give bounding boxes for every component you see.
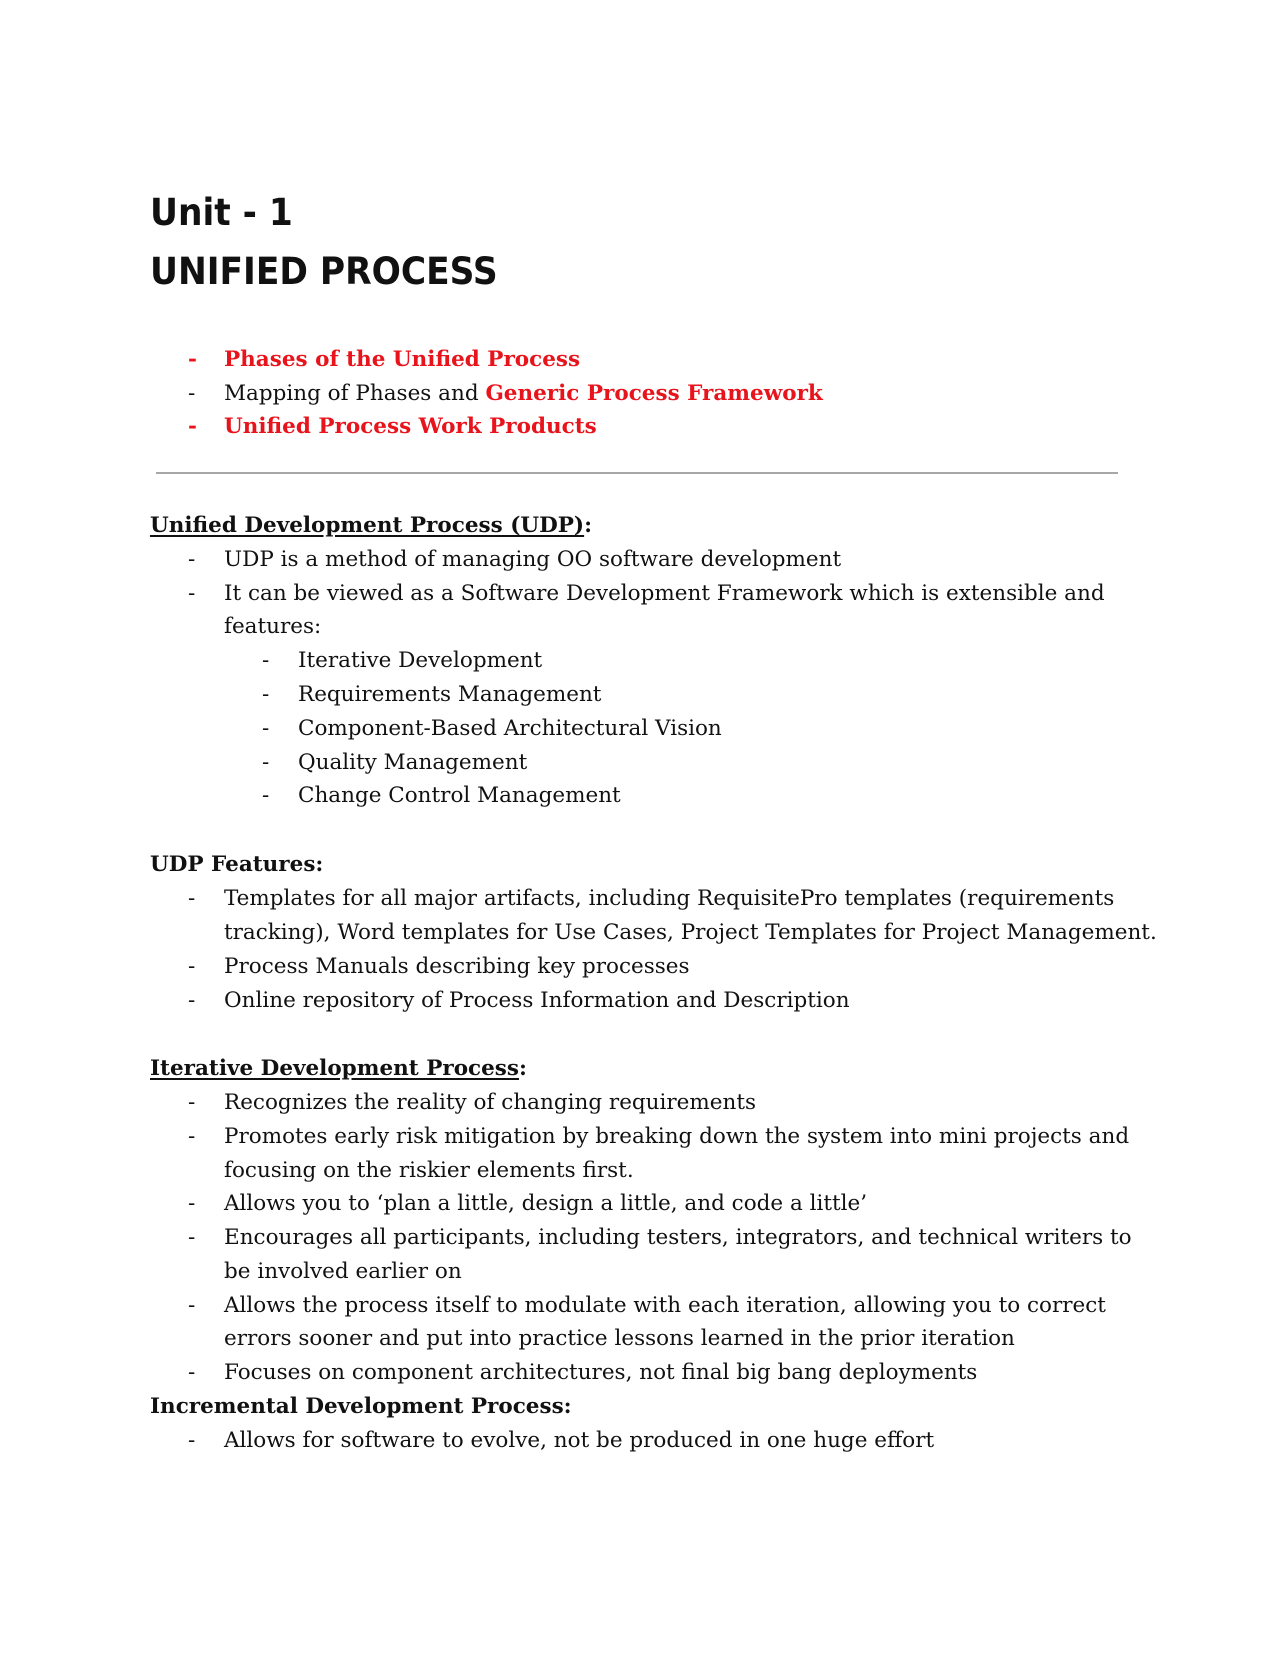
section-heading: Iterative Development Process: [150, 1056, 527, 1081]
section-heading: UDP Features: [150, 852, 324, 877]
topic-text: Mapping of Phases and [224, 381, 486, 406]
horizontal-divider [156, 472, 1118, 474]
section-heading: Incremental Development Process: [150, 1394, 572, 1419]
unit-title: Unit - 1 [150, 191, 293, 234]
topic-highlight: Generic Process Framework [485, 381, 823, 406]
page-title: UNIFIED PROCESS [150, 250, 498, 293]
topic-text: Unified Process Work Products [224, 414, 597, 439]
section-heading: Unified Development Process (UDP): [150, 513, 593, 538]
topic-text: Phases of the Unified Process [224, 347, 581, 372]
document-page: Unit - 1 UNIFIED PROCESS - Phases of the Unified Process - Mapping of Phases and Generic Process Framework - Unified Process Work Products Unified Development Process (UDP): - UDP is a method of managing OO software development - It can be viewed as a Software Development Framework which is extensible and features: - Iterative Development - Requirements Management - Component-Based Architectural Vision - Quality Management - Change Control Management UDP Features: - Templates for all major artifacts, including RequisitePro templates (requirements tracking), Word templates for Use Cases, Project Templates for Project Management. - Process Manuals describing key processes - Online repository of Process Information and Description Iterative Development Process: - Recognizes the reality of changing requirements - Promotes early risk mitigation by breaking down the system into mini projects and focusing on the riskier elements first. - Allows you to ‘plan a little, design a little, and code a little’ - Encourages all participants, including testers, integrators, and technical writers to be involved earlier on - Allows the process itself to modulate with each iteration, allowing you to correct errors sooner and put into practice lessons learned in the prior iteration - Focuses on component architectures, not final big bang deployments Incremental Development Process: - Allows for software to evolve, not be produced in one huge effort [150, 191, 1157, 1453]
